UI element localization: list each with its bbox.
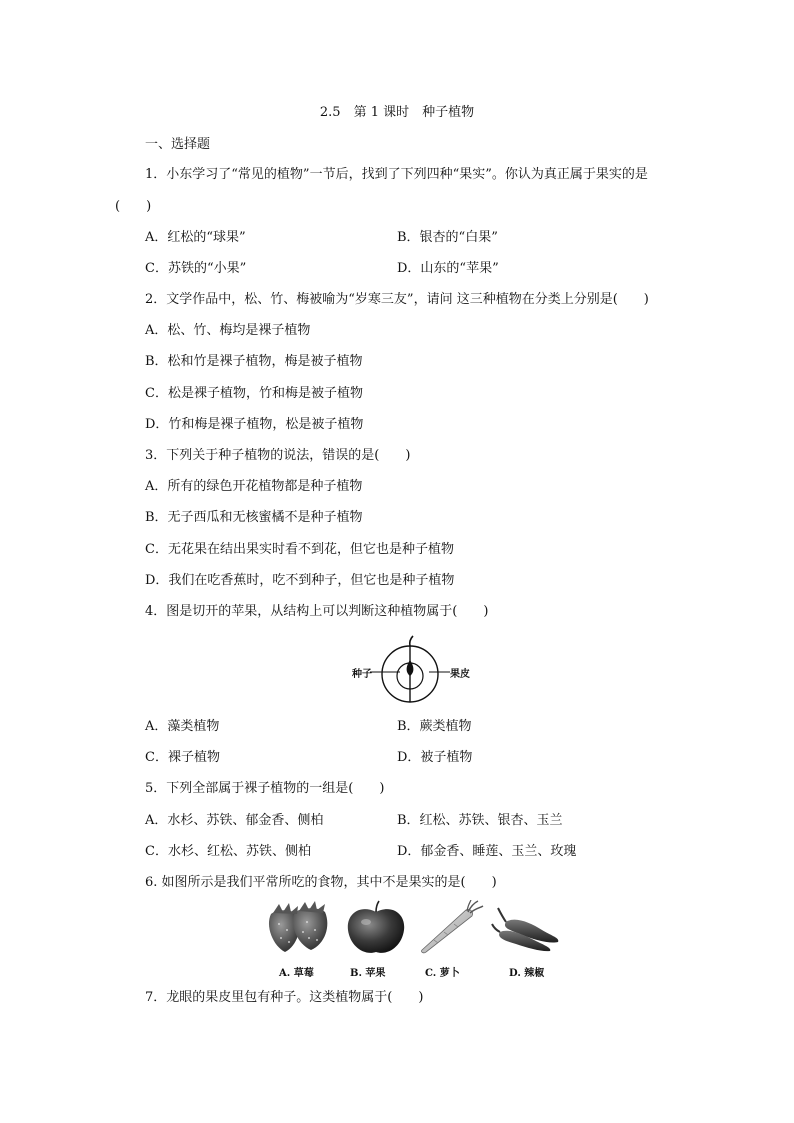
- chili-pepper-icon: [490, 900, 562, 956]
- section-heading: 一、选择题: [145, 137, 211, 152]
- peel-label: 果皮: [450, 669, 470, 680]
- seed-label: 种子: [352, 669, 372, 680]
- apple-image: [340, 900, 412, 956]
- question-1-paren: ( ): [115, 199, 152, 214]
- question-4-stem: 4．图是切开的苹果，从结构上可以判断这种植物属于( ): [145, 604, 489, 619]
- question-2-option-d: D．竹和梅是裸子植物，松是被子植物: [145, 417, 364, 432]
- question-5-option-c: C．水杉、红松、苏铁、侧柏: [145, 844, 311, 859]
- question-1-stem: 1．小东学习了“常见的植物”一节后，找到了下列四种“果实”。你认为真正属于果实的是: [145, 167, 648, 182]
- radish-icon: [414, 900, 486, 956]
- question-3-option-a: A．所有的绿色开花植物都是种子植物: [145, 479, 363, 494]
- food-label-c: C. 萝卜: [425, 968, 460, 979]
- question-5-stem: 5．下列全部属于裸子植物的一组是( ): [145, 781, 385, 796]
- question-1-option-c: C．苏铁的“小果”: [145, 261, 247, 276]
- question-4-option-a: A．藻类植物: [145, 719, 220, 734]
- question-1-option-d: D．山东的“苹果”: [397, 261, 499, 276]
- question-2-option-a: A．松、竹、梅均是裸子植物: [145, 323, 311, 338]
- strawberry-image: [263, 900, 335, 956]
- question-6-stem: 6. 如图所示是我们平常所吃的食物，其中不是果实的是( ): [145, 875, 497, 890]
- question-2-option-c: C．松是裸子植物，竹和梅是被子植物: [145, 386, 363, 401]
- question-5-option-a: A．水杉、苏铁、郁金香、侧柏: [145, 813, 324, 828]
- apple-cross-section-figure: [352, 634, 477, 710]
- question-5-option-d: D．郁金香、睡莲、玉兰、玫瑰: [397, 844, 577, 859]
- question-3-option-c: C．无花果在结出果实时看不到花，但它也是种子植物: [145, 542, 454, 557]
- question-7-stem: 7．龙眼的果皮里包有种子。这类植物属于( ): [145, 990, 424, 1005]
- question-1-option-b: B．银杏的“白果”: [397, 230, 498, 245]
- question-2-stem: 2．文学作品中，松、竹、梅被喻为“岁寒三友”，请问 这三种植物在分类上分别是( ): [145, 292, 649, 307]
- question-4-option-d: D．被子植物: [397, 750, 473, 765]
- question-3-stem: 3．下列关于种子植物的说法，错误的是( ): [145, 448, 411, 463]
- question-3-option-d: D．我们在吃香蕉时，吃不到种子，但它也是种子植物: [145, 573, 455, 588]
- question-3-option-b: B．无子西瓜和无核蜜橘不是种子植物: [145, 510, 363, 525]
- page-title: 2.5 第 1 课时 种子植物: [319, 105, 475, 120]
- question-4-option-b: B．蕨类植物: [397, 719, 472, 734]
- radish-image: [414, 900, 486, 956]
- apple-icon: [340, 900, 412, 956]
- strawberry-icon: [263, 900, 335, 956]
- chili-pepper-image: [490, 900, 562, 956]
- question-5-option-b: B．红松、苏铁、银杏、玉兰: [397, 813, 563, 828]
- question-4-option-c: C．裸子植物: [145, 750, 220, 765]
- food-label-a: A. 草莓: [279, 968, 314, 979]
- question-1-option-a: A．红松的“球果”: [145, 230, 246, 245]
- question-2-option-b: B．松和竹是裸子植物，梅是被子植物: [145, 354, 363, 369]
- food-label-d: D. 辣椒: [509, 968, 545, 979]
- food-label-b: B. 苹果: [350, 968, 386, 979]
